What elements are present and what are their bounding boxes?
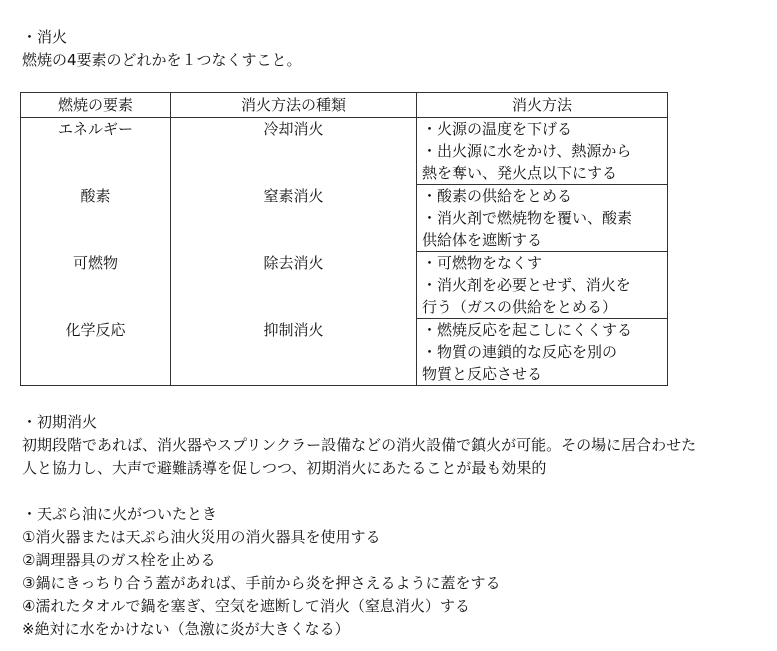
- method-line: ・火源の温度を下げる: [422, 120, 573, 138]
- cell-type: 窒素消火: [171, 185, 417, 252]
- section-title-extinguish: ・消火: [22, 28, 68, 46]
- header-extinguish-type: 消火方法の種類: [171, 93, 417, 118]
- tempura-step-4: ④濡れたタオルで鍋を塞ぎ、空気を遮断して消火（窒息消火）する: [22, 597, 470, 615]
- method-line: 物質と反応させる: [422, 365, 543, 383]
- cell-element: エネルギー: [21, 118, 171, 185]
- section-title-initial: ・初期消火: [22, 413, 98, 431]
- tempura-warning: ※絶対に水をかけない（急激に炎が大きくなる）: [22, 620, 350, 638]
- cell-type: 冷却消火: [171, 118, 417, 185]
- method-line: 行う（ガスの供給をとめる）: [422, 298, 618, 316]
- tempura-step-3: ③鍋にきっちり合う蓋があれば、手前から炎を押さえるように蓋をする: [22, 574, 501, 592]
- method-line: ・消火剤を必要とせず、消火を: [422, 276, 631, 294]
- section-body-initial-line2: 人と協力し、大声で避難誘導を促しつつ、初期消火にあたることが最も効果的: [22, 459, 547, 477]
- cell-type: 除去消火: [171, 252, 417, 319]
- cell-element: 可燃物: [21, 252, 171, 319]
- tempura-step-1: ①消火器または天ぷら油火災用の消火器具を使用する: [22, 528, 381, 546]
- table-row: [21, 118, 668, 185]
- section-title-tempura: ・天ぷら油に火がついたとき: [22, 505, 218, 523]
- method-line: ・消火剤で燃焼物を覆い、酸素: [422, 209, 633, 227]
- method-line: ・燃焼反応を起こしにくくする: [422, 321, 633, 339]
- cell-methods: [417, 118, 668, 185]
- table-row: [21, 252, 668, 319]
- tempura-step-2: ②調理器具のガス栓を止める: [22, 551, 216, 569]
- method-line: ・酸素の供給をとめる: [422, 187, 573, 205]
- header-combustion-element: 燃焼の要素: [21, 93, 171, 118]
- section-body-initial-line1: 初期段階であれば、消火器やスプリンクラー設備などの消火設備で鎮火が可能。その場に居合わせた: [22, 436, 697, 454]
- section-body-extinguish: 燃焼の4要素のどれかを１つなくすこと。: [22, 51, 302, 69]
- cell-element: 化学反応: [21, 319, 171, 386]
- cell-type: 抑制消火: [171, 319, 417, 386]
- cell-methods: [417, 185, 668, 252]
- table-row: [21, 185, 668, 252]
- cell-methods: [417, 319, 668, 386]
- table-header-row: [21, 93, 668, 118]
- table-row: [21, 319, 668, 386]
- method-line: 熱を奪い、発火点以下にする: [422, 164, 618, 182]
- extinguish-methods-table: [20, 92, 668, 386]
- cell-methods: [417, 252, 668, 319]
- method-line: ・出火源に水をかけ、熱源から: [422, 142, 632, 160]
- method-line: 供給体を遮断する: [422, 231, 543, 249]
- method-line: ・可燃物をなくす: [422, 254, 543, 272]
- cell-element: 酸素: [21, 185, 171, 252]
- method-line: ・物質の連鎖的な反応を別の: [422, 343, 618, 361]
- header-extinguish-method: 消火方法: [417, 93, 668, 118]
